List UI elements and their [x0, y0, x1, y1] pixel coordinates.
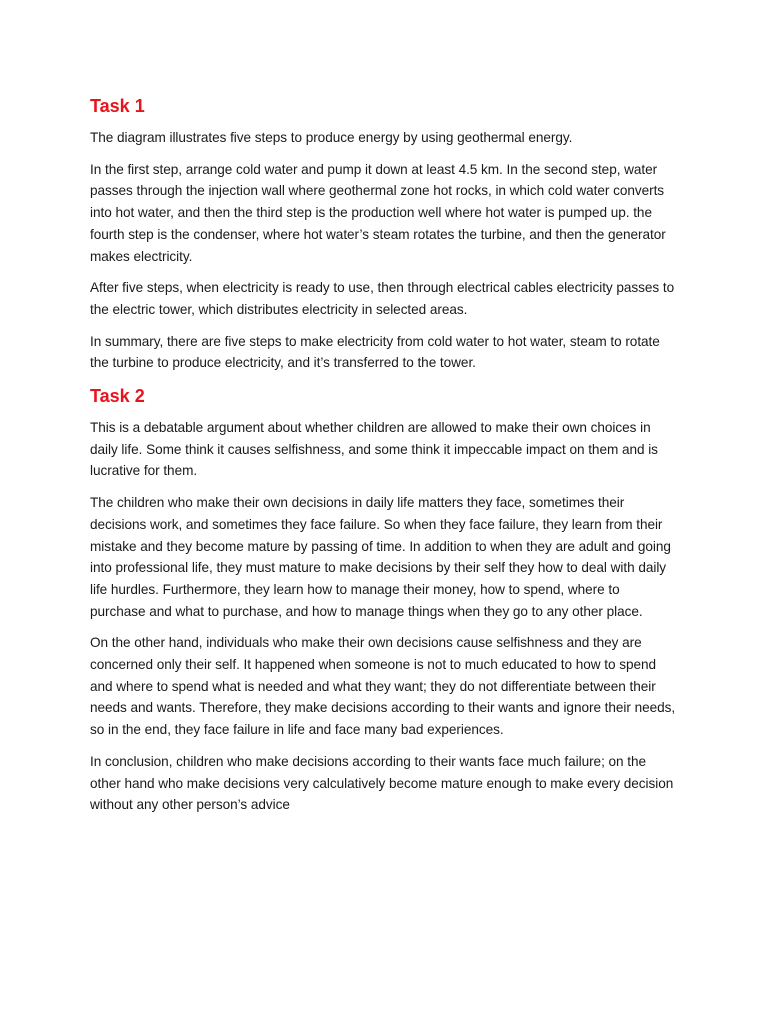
task1-paragraph: The diagram illustrates five steps to produce energy by using geothermal energy. [90, 130, 573, 145]
task1-paragraph: After five steps, when electricity is ready to use, then through electrical cables electricity passes to the electric tower, which distributes electricity in selected areas. [90, 280, 675, 317]
task2-heading: Task 2 [90, 386, 145, 407]
task1-paragraph: In the first step, arrange cold water and pump it down at least 4.5 km. In the second step, water passes through the injection wall where geothermal zone hot rocks, in which cold water converts into hot water, and then the third step is the production well where hot water is pumped up. the fourth step is the condenser, where hot water’s steam rotates the turbine, and then the generator makes electricity. [90, 161, 666, 264]
task2-paragraph: The children who make their own decisions in daily life matters they face, sometimes their decisions work, and sometimes they face failure. So when they face failure, they learn from their mistake and they become mature by passing of time. In addition to when they are adult and going into professional life, they must mature to make decisions by their self they how to deal with daily life hurdles. Furthermore, they learn how to manage their money, how to spend, where to purchase and what to purchase, and how to manage things when they go to any other place. [90, 495, 671, 619]
task2-paragraph: On the other hand, individuals who make their own decisions cause selfishness and they are concerned only their self. It happened when someone is not to much educated to how to spend and where to spend what is needed and what they want; they do not differentiate between their needs and wants. Therefore, they make decisions according to their wants and ignore their needs, so in the end, they face failure in life and face many bad experiences. [90, 635, 676, 738]
task1-heading: Task 1 [90, 96, 145, 116]
task2-paragraph: This is a debatable argument about whether children are allowed to make their own choices in daily life. Some think it causes selfishness, and some think it impeccable impact on them and is lucrative for them. [90, 420, 658, 479]
task2-paragraph: In conclusion, children who make decisions according to their wants face much failure; on the other hand who make decisions very calculatively become mature enough to make every decision without any other person’s advice [90, 753, 674, 813]
document-page [90, 94, 678, 826]
task1-paragraph: In summary, there are five steps to make electricity from cold water to hot water, steam to rotate the turbine to produce electricity, and it’s transferred to the tower. [90, 333, 660, 371]
